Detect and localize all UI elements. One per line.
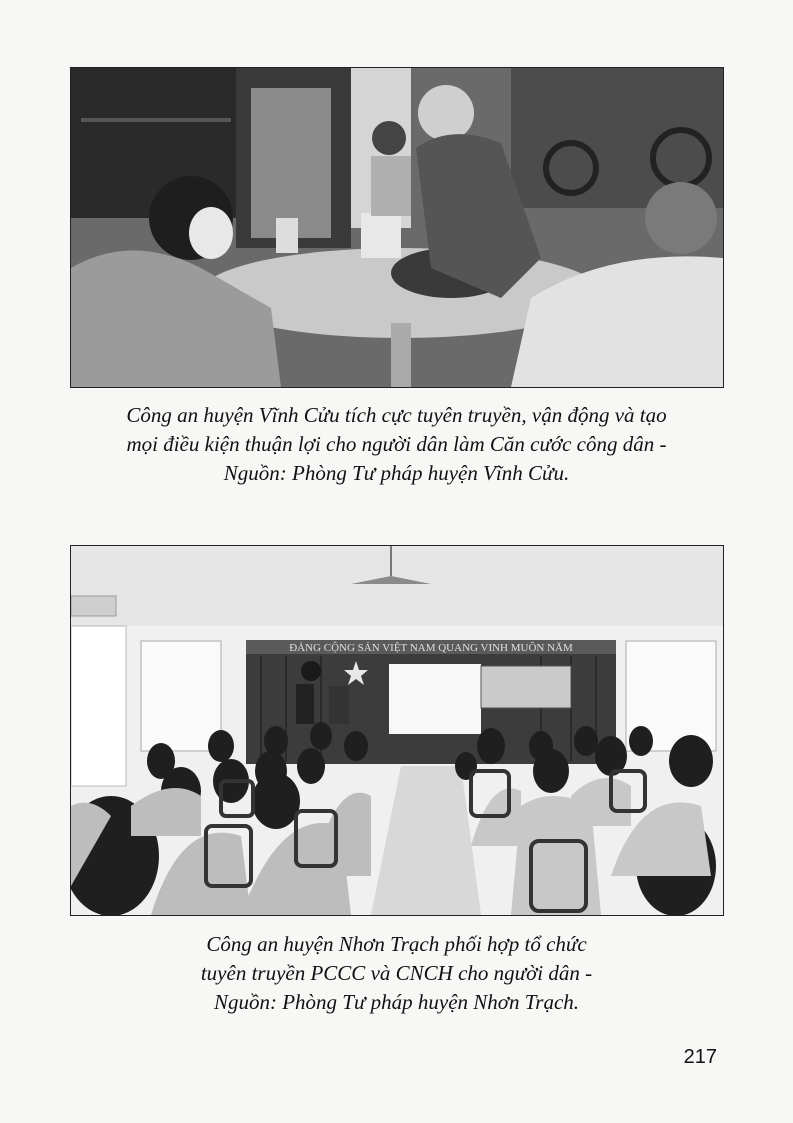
caption-2-line-1: Công an huyện Nhơn Trạch phối hợp tổ chức xyxy=(206,932,587,956)
caption-2-line-2: tuyên truyền PCCC và CNCH cho người dân - xyxy=(200,961,593,985)
caption-2-line-3: Nguồn: Phòng Tư pháp huyện Nhơn Trạch. xyxy=(213,990,580,1014)
photo-vinh-cuu-meeting xyxy=(70,67,724,388)
photo-vinh-cuu-image xyxy=(71,68,723,387)
photo-nhon-trach-image xyxy=(71,546,723,915)
photo-caption-1 xyxy=(40,401,753,488)
caption-1-line-2: mọi điều kiện thuận lợi cho người dân làm Căn cước công dân - xyxy=(126,432,667,456)
page-number: 217 xyxy=(683,1046,717,1068)
caption-1-line-3: Nguồn: Phòng Tư pháp huyện Vĩnh Cửu. xyxy=(223,461,570,485)
photo-nhon-trach-conference xyxy=(70,545,724,916)
stage-banner-text: ĐẢNG CỘNG SẢN VIỆT NAM QUANG VINH MUÔN NĂM xyxy=(289,642,573,654)
caption-1-line-1: Công an huyện Vĩnh Cửu tích cực tuyên truyền, vận động và tạo xyxy=(126,403,667,427)
photo-caption-2 xyxy=(40,930,753,1017)
